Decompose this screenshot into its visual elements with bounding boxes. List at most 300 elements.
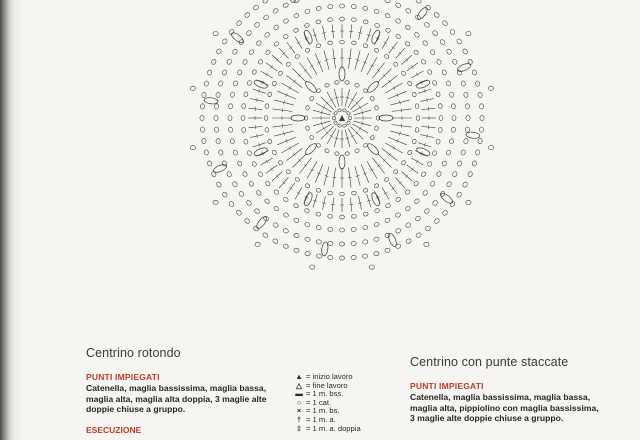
ring-chain-6	[405, 238, 412, 244]
ring-chain-1	[324, 148, 329, 153]
inner-stitch-bar	[359, 106, 361, 109]
edge-picot	[489, 86, 494, 90]
ring-chain-1	[345, 152, 350, 156]
outer-stitch-bar	[392, 187, 395, 189]
ring-chain-5	[214, 127, 219, 133]
ring-chain-1	[354, 83, 359, 88]
ring-chain-4	[228, 104, 233, 109]
ring-chain-6	[211, 59, 217, 65]
ring-chain-2	[340, 192, 345, 196]
mid-stitch-bar	[289, 146, 291, 149]
ring-chain-5	[373, 236, 379, 241]
ring-chain-4	[237, 161, 243, 167]
ring-chain-2	[265, 104, 269, 109]
ring-chain-2	[340, 40, 345, 44]
ring-chain-5	[446, 181, 452, 188]
ring-chain-3	[242, 103, 246, 108]
ring-chain-5	[214, 115, 218, 120]
ring-chain-4	[362, 6, 368, 11]
ring-chain-3	[395, 34, 401, 40]
ring-chain-4	[328, 4, 333, 9]
ring-chain-2	[305, 183, 311, 188]
ring-chain-4	[374, 9, 380, 14]
inner-stitch-bar	[323, 127, 325, 130]
mid-stitch-bar	[348, 58, 352, 59]
edge-picot	[466, 31, 471, 35]
ring-chain-3	[241, 116, 245, 121]
ring-chain-5	[452, 59, 458, 66]
ring-chain-3	[283, 197, 289, 203]
ring-chain-6	[478, 138, 483, 144]
ring-chain-4	[395, 212, 401, 218]
ring-chain-6	[228, 29, 234, 36]
ring-chain-4	[405, 24, 411, 30]
outer-leaf	[230, 31, 245, 44]
ring-chain-1	[334, 80, 339, 84]
ring-chain-2	[328, 191, 333, 195]
ring-chain-4	[446, 150, 451, 156]
ring-chain-5	[293, 233, 299, 239]
ring-chain-2	[294, 54, 300, 60]
ring-chain-3	[427, 161, 433, 167]
ring-chain-5	[293, 0, 299, 3]
ring-chain-6	[207, 160, 213, 166]
ring-chain-4	[273, 206, 279, 212]
ring-chain-2	[351, 41, 356, 45]
ring-chain-6	[449, 201, 455, 208]
ring-chain-2	[363, 188, 369, 193]
ring-chain-5	[465, 104, 470, 110]
ring-chain-6	[222, 191, 228, 198]
mid-stitch-bar	[304, 69, 307, 71]
ring-chain-6	[449, 29, 455, 36]
outer-stitch-bar	[411, 65, 413, 68]
mid-stitch-bar	[332, 58, 336, 59]
ring-chain-5	[457, 160, 463, 166]
ring-chain-1	[354, 148, 359, 153]
outer-leaf	[416, 6, 429, 21]
ring-chain-6	[467, 171, 473, 177]
ring-chain-3	[316, 19, 322, 24]
ring-chain-6	[384, 248, 390, 254]
ring-chain-2	[401, 70, 407, 76]
mid-stitch-bar	[388, 80, 390, 83]
ring-chain-1	[324, 83, 329, 88]
ring-chain-6	[236, 20, 243, 27]
ring-chain-4	[436, 59, 442, 65]
ring-chain-5	[283, 228, 290, 234]
ring-chain-2	[384, 54, 390, 60]
ring-chain-3	[243, 139, 248, 145]
ring-chain-5	[432, 30, 439, 37]
ring-chain-5	[316, 239, 322, 244]
mid-stitch-bar	[310, 169, 313, 171]
center-chain	[349, 116, 352, 120]
ring-chain-3	[427, 69, 433, 75]
edge-picot	[369, 265, 374, 269]
inner-stitch-bar	[330, 99, 333, 101]
ring-chain-3	[273, 189, 279, 195]
legend-label: = 1 m. a. doppia	[306, 423, 361, 433]
outer-stitch-bar	[266, 73, 268, 76]
ring-chain-2	[393, 169, 399, 175]
ring-chain-3	[421, 171, 427, 177]
mid-leaf	[416, 79, 431, 90]
legend-item	[294, 425, 404, 434]
inner-leaf	[339, 67, 345, 81]
ring-chain-6	[272, 238, 279, 244]
ring-chain-4	[237, 69, 243, 75]
crochet-doily-diagram	[128, 0, 548, 318]
ring-chain-4	[414, 32, 420, 38]
ring-chain-6	[204, 149, 209, 155]
ring-chain-4	[248, 49, 254, 55]
ring-chain-4	[351, 227, 356, 232]
ring-chain-5	[218, 80, 223, 86]
ring-chain-6	[262, 0, 269, 4]
ring-chain-5	[463, 92, 468, 98]
mid-stitch-bar	[377, 164, 380, 166]
mid-leaf	[253, 79, 268, 90]
mid-leaf	[303, 192, 314, 207]
mid-stitch-bar	[304, 164, 307, 166]
legend-column	[294, 373, 404, 433]
mid-stitch-bar	[282, 124, 283, 128]
ring-chain-6	[456, 191, 462, 198]
legend-symbol: †	[296, 414, 302, 424]
mid-leaf	[303, 29, 314, 44]
doily-chart-svg	[128, 0, 548, 318]
ring-chain-1	[370, 135, 375, 141]
inner-stitch-bar	[330, 135, 333, 137]
ring-chain-4	[256, 40, 262, 46]
ring-chain-2	[272, 150, 277, 156]
ring-chain-6	[472, 160, 478, 166]
outer-stitch-bar	[270, 65, 272, 68]
outer-stitch-bar	[289, 46, 292, 48]
start-marker	[339, 115, 345, 121]
ring-chain-2	[351, 191, 356, 195]
ring-chain-5	[216, 138, 221, 144]
edge-picot	[255, 242, 260, 246]
ring-chain-2	[393, 61, 399, 67]
mid-leaf	[370, 192, 381, 207]
ring-chain-4	[273, 24, 279, 30]
ring-chain-6	[262, 232, 269, 238]
ring-chain-4	[452, 116, 456, 121]
ring-chain-4	[230, 138, 235, 144]
ring-chain-4	[316, 225, 322, 230]
outer-stitch-bar	[297, 192, 300, 194]
ring-chain-2	[316, 188, 322, 193]
ring-chain-2	[415, 104, 419, 109]
mid-stitch-bar	[332, 177, 336, 178]
ring-chain-5	[463, 138, 468, 144]
ring-chain-4	[430, 181, 436, 187]
ring-chain-6	[200, 127, 205, 133]
ring-chain-5	[362, 239, 368, 244]
ring-chain-3	[283, 34, 289, 40]
ring-chain-6	[433, 12, 440, 19]
ring-chain-4	[414, 198, 420, 204]
ring-chain-6	[201, 138, 206, 144]
ring-chain-2	[412, 92, 417, 98]
ring-chain-5	[452, 171, 458, 178]
ring-chain-4	[233, 80, 238, 86]
ring-chain-4	[446, 80, 451, 86]
ring-chain-5	[432, 200, 439, 207]
ring-chain-2	[267, 139, 272, 145]
outer-stitch-bar	[416, 73, 418, 76]
ring-chain-3	[374, 208, 380, 213]
ring-chain-2	[267, 92, 272, 98]
mid-stitch-bar	[377, 69, 380, 71]
ring-chain-3	[385, 203, 391, 209]
ring-chain-1	[374, 125, 379, 130]
ring-chain-2	[285, 61, 291, 67]
ring-chain-5	[424, 208, 431, 215]
legend-label: = fine lavoro	[306, 380, 348, 390]
ring-chain-6	[475, 81, 480, 87]
ring-chain-4	[283, 18, 289, 24]
mid-stitch-bar	[282, 108, 283, 112]
ring-chain-4	[362, 225, 368, 230]
ring-chain-3	[436, 92, 441, 98]
ring-chain-3	[293, 203, 299, 209]
outer-leaf	[439, 192, 454, 205]
center-chain	[342, 108, 346, 112]
ring-chain-2	[305, 48, 311, 53]
ring-chain-5	[214, 104, 219, 110]
outer-leaf	[466, 131, 481, 139]
ring-chain-4	[328, 227, 333, 232]
ring-chain-2	[278, 160, 284, 166]
inner-stitch-bar	[323, 106, 325, 109]
ring-chain-2	[278, 70, 284, 76]
ring-chain-3	[327, 214, 332, 218]
ring-chain-2	[264, 116, 268, 121]
mid-stitch-bar	[293, 80, 295, 83]
ring-chain-3	[251, 161, 257, 167]
ring-chain-5	[465, 127, 470, 133]
right-punti-text: Catenella, maglia bassissima, maglia bassa, maglia alta, pippiolino con maglia bassissima, 3 maglie alte doppie chiuse a gruppo.	[410, 392, 599, 424]
ring-chain-5	[460, 149, 465, 155]
ring-chain-5	[415, 215, 422, 221]
ring-chain-3	[265, 181, 271, 187]
ring-chain-3	[304, 208, 310, 213]
legend-label: = inizio lavoro	[306, 372, 353, 381]
outer-stitch-bar	[416, 160, 418, 163]
outer-stitch-bar	[270, 168, 272, 171]
legend-symbol: ×	[296, 406, 302, 416]
ring-chain-5	[232, 181, 238, 188]
ring-chain-6	[462, 181, 468, 188]
ring-chain-5	[246, 200, 253, 207]
ring-chain-4	[283, 212, 289, 218]
ring-chain-4	[304, 222, 310, 227]
ring-chain-4	[316, 6, 322, 11]
ring-chain-6	[415, 232, 422, 238]
outer-stitch-bar	[411, 168, 413, 171]
ring-chain-5	[226, 171, 232, 178]
ring-chain-4	[264, 32, 270, 38]
ring-chain-3	[385, 27, 391, 33]
ring-chain-4	[233, 150, 238, 156]
ring-chain-2	[374, 183, 380, 188]
ring-chain-3	[340, 215, 345, 219]
ring-chain-5	[439, 39, 445, 46]
outer-stitch-bar	[392, 46, 395, 48]
ring-chain-5	[238, 191, 244, 198]
ring-chain-5	[272, 8, 279, 14]
ring-chain-6	[351, 255, 357, 260]
outer-stitch-bar	[289, 187, 292, 189]
ring-chain-5	[460, 80, 465, 86]
edge-picot	[489, 146, 494, 150]
legend-label: = 1 m. bs.	[306, 406, 340, 416]
symbol-legend	[294, 373, 404, 433]
ring-chain-5	[405, 222, 412, 228]
ring-chain-3	[432, 150, 437, 156]
edge-picot	[466, 200, 471, 204]
edge-picot	[213, 200, 218, 204]
edge-picot	[190, 146, 195, 150]
ring-chain-4	[385, 13, 391, 19]
edge-picot	[310, 265, 315, 269]
ring-chain-6	[222, 38, 228, 45]
ring-chain-3	[351, 18, 356, 22]
mid-stitch-bar	[388, 153, 390, 156]
ring-chain-5	[328, 241, 334, 246]
ring-chain-4	[405, 206, 411, 212]
ring-chain-5	[254, 22, 261, 29]
ring-chain-4	[256, 190, 262, 196]
ring-chain-1	[309, 135, 314, 141]
legend-symbol: ▲	[295, 372, 303, 381]
ring-chain-2	[316, 43, 322, 48]
ring-chain-4	[230, 92, 235, 98]
right-title: Centrino con punte staccate	[410, 355, 569, 369]
ring-chain-2	[407, 81, 412, 87]
mid-leaf	[253, 146, 268, 157]
mid-leaf	[370, 29, 381, 44]
ring-chain-3	[405, 189, 411, 195]
ring-chain-2	[384, 177, 390, 183]
ring-chain-6	[462, 48, 468, 55]
legend-symbol: ○	[296, 397, 302, 407]
ring-chain-4	[449, 92, 454, 98]
ring-chain-4	[264, 198, 270, 204]
inner-leaf	[291, 115, 305, 121]
ring-chain-6	[305, 251, 311, 256]
ring-chain-6	[253, 4, 260, 10]
ring-chain-6	[204, 81, 209, 87]
ring-chain-5	[304, 236, 310, 241]
ring-chain-6	[339, 256, 344, 260]
ring-chain-4	[422, 40, 428, 46]
ring-chain-6	[362, 254, 368, 259]
legend-symbol: ‡	[296, 423, 302, 433]
ring-chain-3	[273, 41, 279, 47]
ring-chain-6	[244, 218, 251, 225]
inner-leaf	[379, 115, 393, 121]
ring-chain-3	[439, 116, 443, 121]
ring-chain-2	[328, 41, 333, 45]
ring-chain-3	[432, 80, 437, 86]
inner-leaf	[339, 155, 345, 169]
ring-chain-3	[327, 18, 332, 22]
ring-chain-4	[374, 222, 380, 227]
book-spine-shadow	[0, 0, 22, 440]
ring-chain-4	[441, 69, 447, 75]
ring-chain-3	[304, 23, 310, 28]
outer-stitch-bar	[384, 192, 387, 194]
ring-chain-3	[363, 19, 369, 24]
inner-stitch-bar	[351, 99, 354, 101]
ring-chain-3	[438, 127, 442, 132]
ring-chain-2	[416, 116, 420, 121]
ring-chain-6	[456, 38, 462, 45]
right-punti-heading: PUNTI IMPIEGATI	[410, 381, 484, 391]
ring-chain-4	[340, 4, 345, 8]
legend-label: = 1 m. a.	[306, 414, 336, 424]
inner-stitch-bar	[359, 127, 361, 130]
ring-chain-1	[305, 125, 310, 130]
ring-chain-3	[405, 41, 411, 47]
legend-label: = 1 m. bss.	[306, 389, 344, 399]
legend-label: = 1 cat.	[306, 397, 332, 407]
ring-chain-2	[363, 43, 369, 48]
ring-chain-4	[395, 18, 401, 24]
mid-leaf	[416, 146, 431, 157]
ring-chain-4	[351, 4, 356, 9]
center-chain	[333, 116, 336, 120]
ring-chain-6	[228, 201, 234, 208]
ring-chain-1	[305, 105, 310, 110]
ring-chain-3	[242, 127, 246, 132]
ring-chain-4	[228, 127, 233, 132]
left-title: Centrino rotondo	[86, 346, 181, 360]
ring-chain-2	[265, 127, 269, 132]
outer-leaf	[321, 242, 329, 257]
mid-stitch-bar	[293, 153, 295, 156]
ring-chain-3	[243, 92, 248, 98]
ring-chain-3	[421, 59, 427, 65]
ring-chain-6	[244, 12, 251, 19]
ring-chain-2	[415, 127, 419, 132]
ring-chain-3	[251, 69, 257, 75]
ring-chain-4	[304, 9, 310, 14]
ring-chain-2	[294, 177, 300, 183]
ring-chain-6	[373, 251, 379, 256]
ring-chain-3	[258, 171, 264, 177]
ring-chain-3	[265, 49, 271, 55]
mid-stitch-bar	[401, 124, 402, 128]
ring-chain-5	[339, 242, 344, 246]
ring-chain-3	[247, 80, 252, 86]
ring-chain-5	[216, 92, 221, 98]
ring-chain-1	[334, 152, 339, 156]
ring-chain-4	[422, 190, 428, 196]
mid-stitch-bar	[370, 169, 373, 171]
ring-chain-5	[395, 2, 402, 8]
center-chain	[346, 120, 350, 125]
ring-chain-6	[480, 115, 484, 120]
ring-chain-5	[218, 149, 223, 155]
ring-chain-2	[412, 139, 417, 145]
ring-chain-6	[475, 149, 480, 155]
ring-chain-4	[449, 138, 454, 144]
